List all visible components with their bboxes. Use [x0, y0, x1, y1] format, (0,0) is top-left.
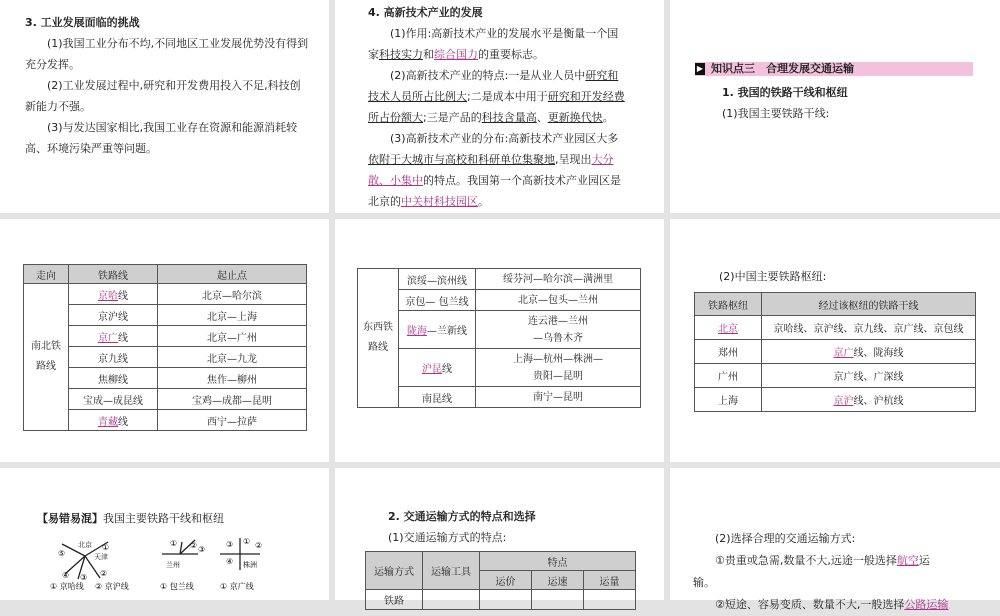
endpoints-line: 绥芬河—哈尔滨—满洲里 — [503, 273, 613, 285]
title-bracket: 【易错易混】 — [37, 512, 103, 525]
railway-suffix: 线 — [118, 416, 128, 428]
diagram-legend-item: ② 京沪线 — [95, 582, 129, 591]
direction-group-cell: 东西铁路线 — [358, 269, 399, 408]
line-number: ③ — [226, 540, 234, 549]
railway-name: 京哈 — [98, 290, 118, 302]
column-header: 经过该枢纽的铁路干线 — [762, 293, 976, 316]
hub-cell — [695, 316, 762, 340]
highlighted-term: 中关村科技园区 — [401, 195, 478, 208]
paragraph — [693, 550, 983, 572]
panel-ns-railways — [0, 219, 329, 462]
underlined-term: 更新换代快 — [547, 111, 603, 124]
text: 的重要标志。 — [478, 48, 544, 61]
column-header: 运速 — [532, 571, 584, 590]
table-row — [358, 269, 641, 290]
subheading: (2)选择合理的交通运输方式: — [715, 532, 856, 545]
endpoints-cell: 北京—哈尔滨 — [158, 284, 307, 305]
text: 。 — [602, 111, 614, 124]
hub-label-tianjin: 天津 — [94, 553, 108, 561]
column-header: 运输工具 — [423, 552, 480, 590]
railway-lines-part: 线、沪杭线 — [853, 396, 904, 407]
railway-name: 宝成—成昆线 — [83, 395, 143, 407]
endpoints-cell — [476, 269, 641, 290]
ew-railway-table — [357, 268, 641, 408]
railway-name-part: 南昆线 — [422, 393, 452, 405]
hub-cell — [695, 364, 762, 388]
table-cell — [423, 590, 480, 610]
text: (2)高新技术产业的特点:一是从业人员中 — [390, 69, 586, 82]
railway-line-cell — [399, 290, 476, 311]
column-header: 铁路枢纽 — [695, 293, 762, 316]
panel-ew-railways — [335, 219, 664, 462]
table-row — [695, 364, 976, 388]
table-cell — [532, 590, 584, 610]
railway-line-cell — [69, 305, 158, 326]
railway-name-part: 陇海 — [407, 326, 427, 337]
column-header: 运量 — [584, 571, 636, 590]
railway-name-part: 京包— 包兰线 — [405, 296, 469, 308]
section-heading: 4. 高新技术产业的发展 — [368, 6, 483, 19]
line-number: ② — [190, 541, 198, 550]
endpoints-cell — [476, 349, 641, 387]
railway-hub-diagram — [50, 534, 280, 600]
railway-lines-part: 线、陇海线 — [853, 348, 904, 359]
transport-mode-table — [365, 551, 636, 610]
endpoints-cell — [476, 387, 641, 408]
section-heading: 2. 交通运输方式的特点和选择 — [388, 510, 536, 523]
table-cell — [480, 590, 532, 610]
direction-group-cell: 南北铁路线 — [24, 284, 69, 431]
text: ,呈现出 — [555, 153, 592, 166]
diagram-legend-item: ① 京哈线 — [50, 582, 84, 591]
panel-railway-intro — [670, 0, 1000, 213]
hub-label-beijing: 北京 — [78, 541, 92, 549]
railway-lines-part: 京广 — [833, 348, 854, 359]
endpoints-line: 北京—包头—兰州 — [518, 294, 598, 306]
hub-label-lanzhou: 兰州 — [166, 561, 180, 569]
railway-line-cell — [69, 326, 158, 347]
section-heading: 3. 工业发展面临的挑战 — [25, 16, 140, 29]
table-row — [358, 349, 641, 387]
railway-name: 京广 — [98, 332, 118, 344]
highlighted-term: 航空 — [896, 554, 919, 567]
column-header: 运价 — [480, 571, 532, 590]
endpoints-cell: 宝鸡—成都—昆明 — [158, 389, 307, 410]
endpoints-cell: 北京—九龙 — [158, 347, 307, 368]
hub-name: 上海 — [718, 396, 738, 407]
underlined-term: 科技实力 — [379, 48, 423, 61]
hub-label-zhuzhou: 株洲 — [243, 561, 257, 569]
endpoints-cell: 北京—上海 — [158, 305, 307, 326]
hub-cell — [695, 340, 762, 364]
paragraph: (3)与发达国家相比,我国工业存在资源和能源消耗较高、环境污染严重等问题。 — [25, 121, 298, 155]
column-header: 铁路线 — [69, 265, 158, 284]
railway-line-cell — [69, 284, 158, 305]
paragraph-features — [368, 65, 628, 128]
table-cell — [584, 590, 636, 610]
text: ;三是产品的 — [423, 111, 482, 124]
table-row — [358, 311, 641, 349]
line-number: ① — [243, 537, 251, 546]
railway-suffix: 线 — [118, 290, 128, 302]
line-number: ③ — [198, 545, 206, 554]
line-number: ③ — [80, 573, 88, 582]
title-text: 我国主要铁路干线和枢纽 — [103, 512, 224, 525]
subheading: (1)我国主要铁路干线: — [722, 107, 830, 120]
railway-name-part: —兰新线 — [427, 326, 467, 337]
table-row — [695, 340, 976, 364]
panel-railway-hubs — [670, 219, 1000, 462]
table-row — [695, 388, 976, 412]
hub-cell — [695, 388, 762, 412]
banner-title: 知识点三 合理发展交通运输 — [711, 62, 854, 75]
railway-line-cell — [69, 347, 158, 368]
underlined-term: 研究和技术人员所占比例大 — [368, 69, 619, 103]
subheading: (1)交通运输方式的特点: — [388, 531, 507, 544]
railway-lines-cell — [762, 316, 976, 340]
railway-name: 京九线 — [98, 353, 128, 365]
hub-name: 北京 — [718, 324, 738, 335]
railway-line-cell — [399, 311, 476, 349]
railway-name-part: 线 — [442, 364, 452, 375]
confusion-title — [37, 508, 224, 529]
panel-transport-choice — [670, 468, 1000, 611]
railway-line-cell — [69, 410, 158, 431]
play-triangle-icon: ▶ — [696, 64, 704, 73]
endpoints-line: 贵阳—昆明 — [533, 370, 583, 382]
line-number: ④ — [226, 557, 234, 566]
railway-name: 青藏 — [98, 416, 118, 428]
ns-railway-table — [23, 264, 307, 431]
column-header: 特点 — [480, 552, 636, 571]
endpoints-cell: 西宁—拉萨 — [158, 410, 307, 431]
endpoints-cell — [476, 290, 641, 311]
paragraph-distribution — [368, 128, 628, 212]
railway-hub-table — [694, 292, 976, 412]
railway-lines-part: 京哈线、京沪线、京九线、京广线、京包线 — [773, 324, 964, 335]
line-number: ① — [102, 543, 110, 552]
hub-name: 郑州 — [718, 348, 738, 359]
railway-line-cell — [399, 387, 476, 408]
line-number: ① — [170, 539, 178, 548]
railway-lines-cell — [762, 340, 976, 364]
railway-name: 京沪线 — [98, 311, 128, 323]
railway-line-cell — [69, 368, 158, 389]
endpoints-cell — [476, 311, 641, 349]
table-row — [24, 284, 307, 305]
underlined-term: 依附于大城市与高校和科研单位集聚地 — [368, 153, 555, 166]
endpoints-line: 连云港—兰州 — [528, 315, 588, 327]
transport-mode-cell: 铁路 — [366, 590, 423, 610]
line-number: ④ — [62, 571, 70, 580]
paragraph — [693, 594, 983, 616]
text: 和 — [423, 48, 434, 61]
railway-name: 焦柳线 — [98, 374, 128, 386]
line-number: ② — [255, 541, 263, 550]
railway-line-cell — [69, 389, 158, 410]
text: 、 — [536, 111, 548, 124]
text: (1)作用:高新技术产业的发展水平是衡量一个国家 — [368, 27, 619, 61]
diagram-legend-item: ① 京广线 — [220, 582, 254, 591]
panel-high-tech — [335, 0, 664, 213]
paragraph-role — [368, 23, 628, 65]
knowledge-point-banner — [695, 62, 973, 76]
table-row — [358, 290, 641, 311]
diagram-legend-item: ① 包兰线 — [160, 582, 194, 591]
line-number: ② — [100, 569, 108, 578]
column-header: 运输方式 — [366, 552, 423, 590]
railway-name-part: 沪昆 — [422, 364, 442, 375]
text: ①贵重或急需,数量不大,远途一般选择 — [715, 554, 897, 567]
line-number: ⑤ — [58, 549, 66, 558]
railway-suffix: 线 — [118, 332, 128, 344]
endpoints-line: 南宁—昆明 — [533, 391, 583, 403]
railway-lines-part: 京沪 — [833, 396, 854, 407]
paragraph: (2)工业发展过程中,研究和开发费用投入不足,科技创新能力不强。 — [25, 79, 301, 113]
text: ②短途、容易变质、数量不大,一般选择 — [715, 598, 905, 611]
railway-lines-cell — [762, 364, 976, 388]
endpoints-cell: 焦作—柳州 — [158, 368, 307, 389]
text: 。 — [478, 195, 489, 208]
railway-line-cell — [399, 269, 476, 290]
hub-name: 广州 — [718, 372, 738, 383]
paragraph: (1)我国工业分布不均,不同地区工业发展优势没有得到充分发挥。 — [25, 37, 309, 71]
endpoints-cell: 北京—广州 — [158, 326, 307, 347]
text: ;二是成本中用于 — [467, 90, 548, 103]
text: 的特点。我国第一个高新技术产业园区是北京的 — [368, 174, 621, 208]
endpoints-line: 上海—杭州—株洲— — [513, 353, 603, 365]
subheading: (2)中国主要铁路枢纽: — [719, 270, 827, 283]
highlighted-term: 综合国力 — [434, 48, 478, 61]
panel-transport-modes — [335, 468, 664, 607]
endpoints-line: —乌鲁木齐 — [533, 332, 583, 344]
column-header: 走向 — [24, 265, 69, 284]
panel-confusion-diagram — [0, 468, 329, 600]
column-header: 起止点 — [158, 265, 307, 284]
railway-lines-part: 京广线、广深线 — [833, 372, 904, 383]
highlighted-term: 大分散、小集中 — [368, 153, 614, 187]
railway-line-cell — [399, 349, 476, 387]
text: 运 — [918, 554, 930, 567]
section-heading: 1. 我国的铁路干线和枢纽 — [722, 86, 848, 99]
table-row — [358, 387, 641, 408]
paragraph: 输。 — [693, 576, 715, 589]
railway-name-part: 滨绥—滨州线 — [407, 275, 467, 287]
highlighted-term: 公路运输 — [904, 598, 949, 611]
panel-industry-challenges — [0, 0, 329, 213]
railway-lines-cell — [762, 388, 976, 412]
text: (3)高新技术产业的分布:高新技术产业园区大多 — [390, 132, 619, 145]
underlined-term: 科技含量高 — [481, 111, 537, 124]
table-row — [695, 316, 976, 340]
underlined-term: 研究和开发经费所占份额大 — [368, 90, 625, 124]
